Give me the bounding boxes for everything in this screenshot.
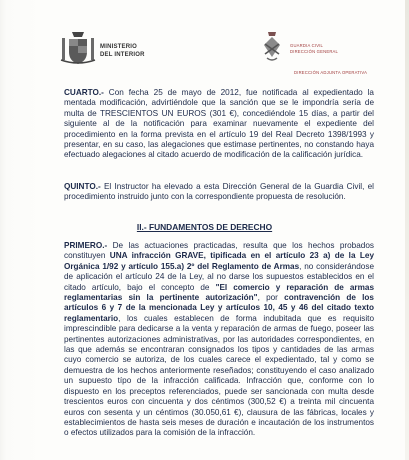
paragraph-primero [64,241,374,439]
primero-bold-3: contravención de los artículos 6 y 7 de la mencionada Ley y artículos 10, 45 y 46 del citado texto reglamentario [64,293,374,323]
primero-bold-2: "El comercio y reparación de armas reglamentarias sin la pertinente autorización" [64,282,375,303]
ministry-line-2: DEL INTERIOR [100,52,145,58]
section-title: II.- FUNDAMENTOS DE DERECHO [136,222,273,232]
guardia-civil-header [290,43,338,55]
quinto-text: El Instructor ha elevado a esta Dirección General de la Guardia Civil, el procedimiento instruido junto con la correspondiente propuesta de resolución. [64,182,374,202]
primero-text-3: , por [257,293,285,303]
primero-text-1: De las actuaciones practicadas, resulta que los hechos probados constituyen [64,241,374,261]
primero-text-4: , los cuales establecen de forma indubitada que es requisito imprescindible para dedicarse a la venta y reparación de armas de fuego, poseer las pertinentes autorizaciones administrativas, por las autoridades correspondientes, en las que además se encontraran consignados los tipos y cantidades de las armas cuyo comercio se autoriza, de los cuales carece el expedientado, tal y como se demuestra de los hechos anteriormente reseñados; constituyendo el caso analizado un supuesto típo de la infracción calificada. Infracción que, conforme con lo dispuesto en los preceptos referenciados, puede ser sancionada con multa desde trescientos euros con cincuenta y dos céntimos (300,52 €) a treinta mil cincuenta euros con sesenta y un céntimos (30.050,61 €), clausura de las fábricas, locales y establecimientos de hasta seis meses de duración e incautación de los instrumentos o efectos utilizados para la comisión de la infracción. [64,313,374,438]
ministry-name [100,43,145,59]
ministry-line-1: MINISTERIO [100,44,138,50]
gc-line-3: DIRECCIÓN ADJUNTA OPERATIVA [294,70,368,75]
coat-of-arms-icon [60,30,96,68]
primero-bold-1: UNA infracción GRAVE, tipificada en el artículo 23 a) de la Ley Orgánica 1/92 y artículo 155.a) 2º del Reglamento de Armas [64,251,374,271]
section-heading [0,222,409,232]
primero-label: PRIMERO.- [64,241,108,250]
cuarto-label: CUARTO.- [64,88,104,97]
page-edge [405,0,409,460]
guardia-civil-emblem-icon [262,30,282,66]
paragraph-cuarto [64,88,374,161]
cuarto-text: Con fecha 25 de mayo de 2012, fue notificada al expedientado la mentada modificación, advirtiéndole que la sanción que se le impondría sería de multa de TRESCIENTOS UN EUROS (301 €), concediéndole 15 días, a partir del siguiente al de la notificación para examinar nuevamente el expediente del procedimiento en la forma prevista en el artículo 19 del Real Decreto 1398/1993 y presentar, en su caso, las alegaciones que estimase pertinentes, no constando haya efectuado alegaciones al citado acuerdo de modificación de la calificación jurídica. [64,88,374,160]
quinto-label: QUINTO.- [64,182,101,191]
paragraph-quinto [64,182,374,203]
gc-line-2: DIRECCIÓN GENERAL [290,49,339,54]
gc-line-1: GUARDIA CIVIL [290,43,324,48]
primero-text-2: , no considerándose de aplicación el artículo 24 de la Ley, al no darse los supuestos establecidos en el citado artículo, bajo el concepto de [64,261,374,292]
